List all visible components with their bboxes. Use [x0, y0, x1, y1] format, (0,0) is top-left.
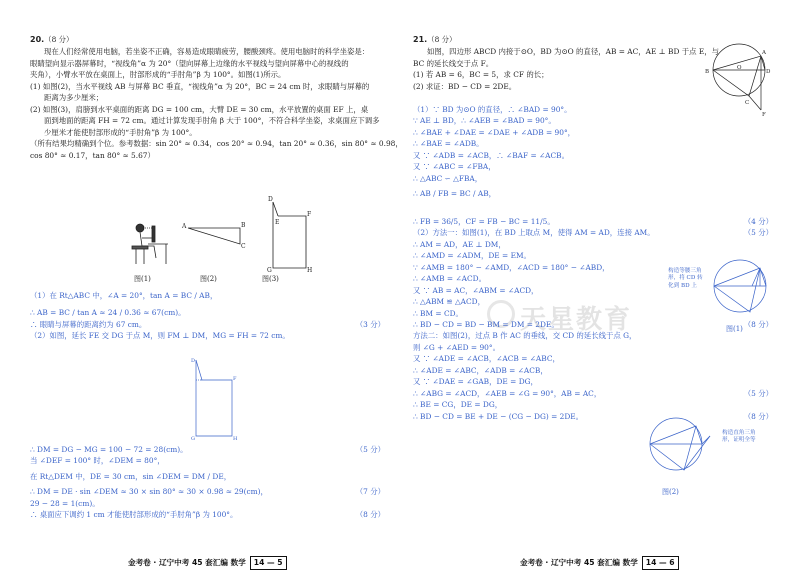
svg-text:G: G — [191, 436, 195, 442]
q20-figures — [128, 188, 318, 288]
q21-ans-6: ∴ △ABC ∽ △FBA， — [413, 173, 483, 183]
q20-part2b: 面到地面的距离 FH = 72 cm。通过计算发现手肘角 β 大于 100°，不符合科学坐姿，求桌面应下调多 — [44, 116, 380, 126]
q20-part1b: 距离为多少厘米； — [44, 93, 104, 103]
q21-ans-2: ∴ ∠BAE + ∠DAE = ∠DAE + ∠ADB = 90°， — [413, 127, 576, 137]
svg-text:C: C — [241, 243, 246, 250]
q21-ans-22: 又 ∵ ∠DAE = ∠GAB，DE = DG， — [413, 377, 538, 387]
svg-text:A: A — [182, 223, 187, 230]
q20-ans-4: ∴ DM = DG − MG = 100 − 72 = 28(cm)。 — [30, 445, 188, 454]
figure-1-person-at-desk — [132, 224, 168, 264]
svg-text:A: A — [762, 50, 766, 56]
q20-ans-7: ∴ DM = DE · sin ∠DEM ≈ 30 × sin 80° ≈ 30 × 0.98 ≈ 29(cm)， — [30, 487, 268, 497]
q21-note-1: 构造等腰三角形，将 CD 转化到 BD 上 — [668, 268, 703, 289]
figure-2-triangle — [181, 222, 246, 250]
svg-text:E: E — [275, 219, 280, 226]
q20-score-2: （7 分） — [355, 487, 385, 497]
q21-ans-17: ∴ BD − CD = BD − BM = DM = 2DE。 — [413, 319, 559, 329]
q20-ans-6: 在 Rt△DEM 中，DE = 30 cm，sin ∠DEM = DM / DE， — [30, 471, 232, 481]
q21-number: 21. — [413, 35, 428, 44]
q21-ans-8: ∴ FB = 36/5，CF = FB − BC = 11/5。 — [413, 216, 555, 226]
q21-ans-7: ∴ AB / FB = BC / AB， — [413, 189, 497, 199]
q21-ans-5: 又 ∵ ∠ABC = ∠FBA， — [413, 162, 496, 172]
q21-answer-figure-2 — [640, 412, 714, 482]
q21-score-4: （8 分） — [743, 411, 773, 421]
q21-ans-21: ∴ ∠ADE = ∠ABC，∠ADB = ∠ACB， — [413, 365, 548, 375]
q20-ans-3: （2）如图，延长 FE 交 DG 于点 M，则 FM ⊥ DM，MG = FH = 72 cm。 — [30, 331, 290, 341]
footer-left-text: 金考卷 · 辽宁中考 45 套汇编 数学 — [128, 558, 246, 567]
question-20 — [30, 34, 403, 161]
q21-ans-20: 又 ∵ ∠ADE = ∠ACB，∠ACB = ∠ABC， — [413, 354, 560, 364]
q20-number: 20. — [30, 35, 45, 44]
svg-text:H: H — [233, 436, 238, 442]
q20-ans-0: （1）在 Rt△ABC 中，∠A = 20°，tan A = BC / AB， — [30, 291, 218, 300]
q20-answer — [30, 290, 385, 342]
q21-ans-9: （2）方法一：如图(1)，在 BD 上取点 M，使得 AM = AD，连接 AM。 — [413, 228, 655, 238]
svg-text:F: F — [307, 211, 312, 218]
q21-fig2-label: 图(2) — [662, 488, 679, 496]
q20-part1a: (1) 如图(2)，当水平视线 AB 与屏幕 BC 垂直，“视线角”α 为 20°，BC = 24 cm 时，求眼睛与屏幕的 — [30, 81, 370, 91]
q20-hint-1: （所有结果均精确到个位。参考数据：sin 20° ≈ 0.34，cos 20° ≈ 0.94，tan 20° ≈ 0.36，sin 80° ≈ 0.98， — [30, 139, 403, 149]
q21-ans-23: ∴ ∠ABG = ∠ACD，∠AEB = ∠G = 90°，AB = AC， — [413, 388, 602, 398]
svg-text:C: C — [745, 100, 750, 106]
svg-text:H: H — [307, 267, 313, 274]
q20-part2c: 少厘米才能使肘部形成的“手肘角”β 为 100°。 — [44, 127, 197, 137]
q20-score-3: （8 分） — [355, 510, 385, 520]
q21-score: （8 分） — [427, 35, 457, 44]
q20-answer-cont — [30, 444, 385, 521]
q21-score-1: （5 分） — [743, 228, 773, 238]
svg-text:D: D — [268, 196, 273, 203]
q21-ans-16: ∴ BM = CD。 — [413, 308, 463, 318]
q21-ans-11: ∴ ∠AMD = ∠ADM，DE = EM。 — [413, 251, 531, 261]
q21-score-3: （5 分） — [743, 388, 773, 398]
footer-left-page: 14 — 5 — [250, 556, 287, 570]
q20-score-0: （3 分） — [355, 319, 385, 329]
q21-ans-24: ∴ BE = CG，DE = DG， — [413, 400, 503, 410]
q20-ans-8: 29 − 28 = 1(cm)。 — [30, 498, 100, 508]
q21-part1: (1) 若 AB = 6，BC = 5，求 CF 的长； — [413, 70, 549, 80]
q21-ans-13: ∴ ∠AMB = ∠ACD。 — [413, 274, 486, 284]
svg-text:F: F — [233, 376, 237, 382]
q21-score-0: （4 分） — [743, 216, 773, 226]
q20-ans-2: ∴ 眼睛与屏幕的距离约为 67 cm。 — [30, 319, 147, 329]
q21-ans-4: 又 ∵ ∠ADB = ∠ACB，∴ ∠BAF = ∠ACB。 — [413, 150, 569, 160]
q21-ans-3: ∴ ∠BAE = ∠ADB。 — [413, 139, 484, 149]
q21-ans-14: 又 ∵ AB = AC，∠ABM = ∠ACD， — [413, 285, 539, 295]
q20-score: （8 分） — [44, 35, 74, 44]
svg-text:G: G — [267, 267, 272, 274]
q20-ans-1: ∴ AB = BC / tan A ≈ 24 / 0.36 ≈ 67(cm)。 — [30, 308, 186, 318]
q21-ans-1: ∵ AE ⊥ BD，∴ ∠AEB = ∠BAD = 90°。 — [413, 116, 556, 126]
q21-ans-25: ∴ BD − CD = BE + DE − (CG − DG) = 2DE。 — [413, 411, 584, 421]
svg-text:D: D — [766, 69, 771, 75]
q21-intro-1: 如图，四边形 ABCD 内接于⊙O，BD 为⊙O 的直径，AB = AC，AE ⊥ BD 于点 E，与 — [427, 47, 720, 57]
q21-intro-2: BC 的延长线交于点 F。 — [413, 58, 494, 68]
q20-score-1: （5 分） — [355, 445, 385, 454]
q20-fig2-label: 图(2) — [200, 275, 217, 283]
q21-ans-19: 则 ∠G + ∠AED = 90°。 — [413, 342, 500, 352]
q21-ans-0: （1）∵ BD 为⊙O 的直径，∴ ∠BAD = 90°。 — [413, 105, 572, 114]
footer-left — [128, 556, 287, 572]
q21-score-2: （8 分） — [743, 319, 773, 329]
footer-right — [520, 556, 679, 572]
q20-ans-9: ∴ 桌面应下调约 1 cm 才能使肘部形成的“手肘角”β 为 100°。 — [30, 510, 238, 520]
svg-text:F: F — [762, 112, 766, 118]
q21-ans-18: 方法二：如图(2)，过点 B 作 AC 的垂线，交 CD 的延长线于点 G， — [413, 331, 637, 341]
q20-part2a: (2) 如图(3)，肩膀到水平桌面的距离 DG = 100 cm，大臂 DE = 30 cm，水平放置的桌面 EF 上，桌 — [30, 104, 369, 114]
footer-right-text: 金考卷 · 辽宁中考 45 套汇编 数学 — [520, 558, 638, 567]
q21-fig1-label: 图(1) — [726, 325, 743, 333]
figure-3-desk-geometry — [267, 196, 312, 274]
q20-intro-2: 眼睛望向显示器屏幕时，“视线角”α 为 20°（望向屏幕上边缘的水平视线与望向屏幕中心的视线的 — [30, 58, 349, 68]
q20-intro-1: 现在人们经常使用电脑，若坐姿不正确，容易造成眼睛疲劳，腰酸颈疼。使用电脑时的科学坐姿是： — [44, 47, 370, 57]
q20-intro-3: 夹角），小臂水平放在桌面上，肘部形成的“手肘角”β 为 100°。如图(1)所示。 — [30, 70, 286, 80]
q20-ans-5: 当 ∠DEF = 100° 时，∠DEM = 80°， — [30, 456, 165, 466]
q21-part2: (2) 求证：BD − CD = 2DE。 — [413, 81, 517, 91]
q20-hint-2: cos 80° ≈ 0.17，tan 80° ≈ 5.67） — [30, 150, 155, 160]
footer-right-page: 14 — 6 — [642, 556, 679, 570]
svg-text:B: B — [705, 69, 710, 75]
svg-text:B: B — [241, 222, 246, 229]
q21-answer-figure-1 — [706, 252, 774, 322]
watermark: 天星教育 — [520, 305, 633, 335]
svg-text:D: D — [191, 358, 196, 364]
q20-fig1-label: 图(1) — [134, 275, 151, 283]
q20-answer-figure — [190, 356, 240, 442]
q20-fig3-label: 图(3) — [262, 275, 279, 283]
svg-text:O: O — [737, 65, 742, 71]
q21-ans-12: ∵ ∠AMB = 180° − ∠AMD，∠ACD = 180° − ∠ABD， — [413, 262, 610, 272]
q21-ans-10: ∴ AM = AD，AE ⊥ DM， — [413, 239, 506, 249]
q21-note-2: 构造直角三角形，证明全等 — [722, 430, 756, 444]
q21-ans-15: ∴ △ABM ≌ △ACD， — [413, 297, 485, 307]
